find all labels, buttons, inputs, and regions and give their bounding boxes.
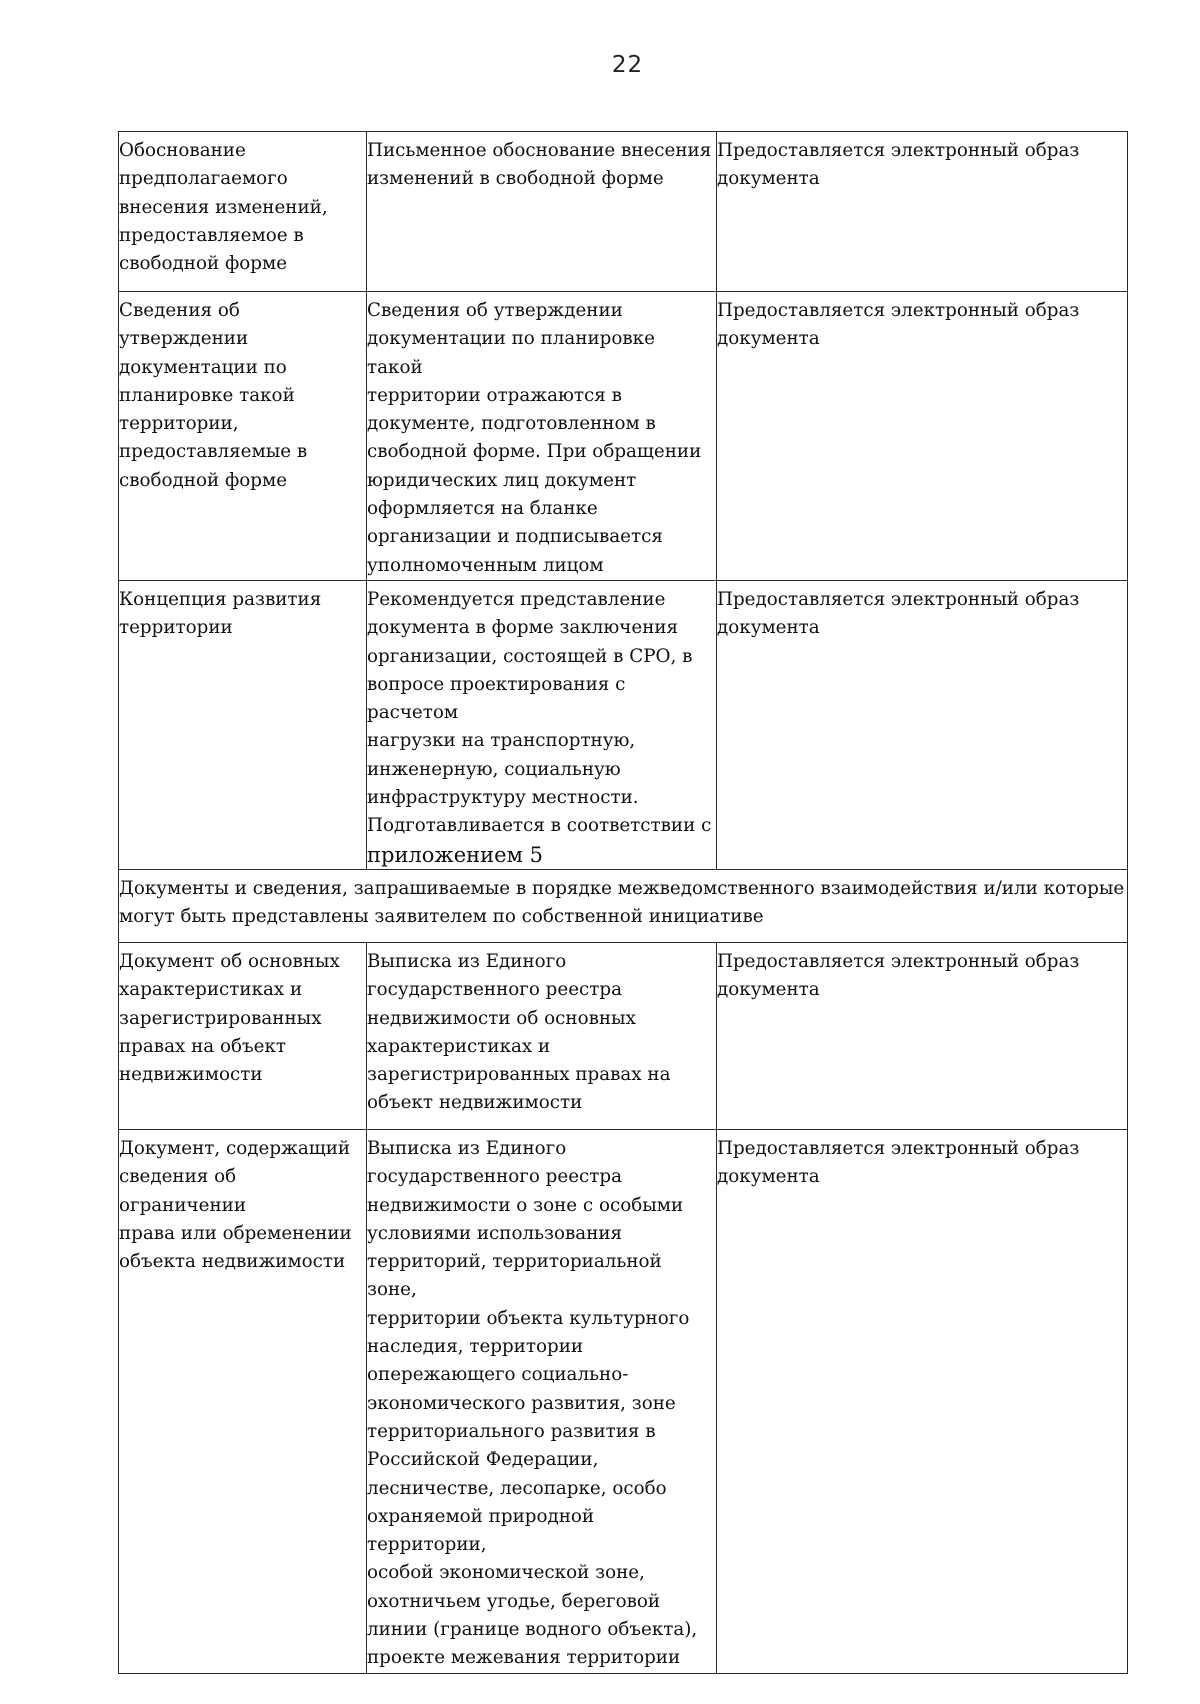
document-format-cell — [717, 132, 1128, 292]
section-header: Документы и сведения, запрашиваемые в порядке межведомственного взаимодействия и/или которые могут быть представлены заявителем по собственной инициативе — [119, 877, 1125, 928]
document-description-cell — [367, 580, 717, 869]
table-row — [119, 580, 1128, 869]
document-description-cell — [367, 132, 717, 292]
document-format-cell — [717, 580, 1128, 869]
document-format-cell — [717, 292, 1128, 581]
document-description: Выписка из Единого государственного реестра недвижимости о зоне с особыми условиями использования территорий, территориальной зоне, территории объекта культурного наследия, территории опережающего социально- экономического развития, зоне территориального развития в Российской Федерации, лесничестве, лесопарке, особо охраняемой природной территории, особой экономической зоне, охотничьем угодье, береговой линии (границе водного объекта), проекте межевания территории — [367, 1137, 698, 1669]
document-name: Документ об основных характеристиках и зарегистрированных правах на объект недвижимости — [119, 950, 340, 1086]
document-format: Предоставляется электронный образ документа — [717, 588, 1080, 639]
document-name-cell — [119, 942, 367, 1129]
document-name: Документ, содержащий сведения об ограничении права или обременении объекта недвижимости — [119, 1137, 352, 1273]
document-name: Сведения об утверждении документации по планировке такой территории, предоставляемые в свободной форме — [119, 300, 308, 491]
section-header-cell — [119, 869, 1128, 942]
section-header-row — [119, 869, 1128, 942]
document-format-cell — [717, 1129, 1128, 1673]
page-number: 22 — [611, 52, 644, 78]
document-format: Предоставляется электронный образ документа — [717, 300, 1080, 350]
table-row — [119, 132, 1128, 292]
document-description: Выписка из Единого государственного реестра недвижимости об основных характеристиках и зарегистрированных правах на объект недвижимости — [367, 950, 671, 1114]
document-name: Обоснование предполагаемого внесения изменений, предоставляемое в свободной форме — [119, 140, 328, 275]
document-format-cell — [717, 942, 1128, 1129]
document-description-cell — [367, 1129, 717, 1673]
document-format: Предоставляется электронный образ документа — [717, 1137, 1080, 1188]
documents-table — [118, 131, 1128, 1674]
document-name-cell — [119, 132, 367, 292]
document-description-cell — [367, 292, 717, 581]
document-name: Концепция развития территории — [119, 588, 322, 639]
document-name-cell — [119, 292, 367, 581]
document-format: Предоставляется электронный образ документа — [717, 950, 1080, 1001]
table-row — [119, 292, 1128, 581]
document-description-cell — [367, 942, 717, 1129]
document-format: Предоставляется электронный образ документа — [717, 140, 1080, 190]
table-row — [119, 942, 1128, 1129]
document-description: Рекомендуется представление документа в форме заключения организации, состоящей в СРО, в вопросе проектирования с расчетом нагрузки на транспортную, инженерную, социальную инфраструктуру местности. Подготавливается в соответствии с — [367, 588, 712, 837]
table-row — [119, 1129, 1128, 1673]
document-description: Письменное обоснование внесения изменений в свободной форме — [367, 140, 712, 190]
document-description: Сведения об утверждении документации по планировке такой территории отражаются в документе, подготовленном в свободной форме. При обращении юридических лиц документ оформляется на бланке организации и подписывается уполномоченным лицом — [367, 300, 702, 576]
document-name-cell — [119, 580, 367, 869]
document-description-appendix: приложением 5 — [367, 842, 543, 867]
document-name-cell — [119, 1129, 367, 1673]
